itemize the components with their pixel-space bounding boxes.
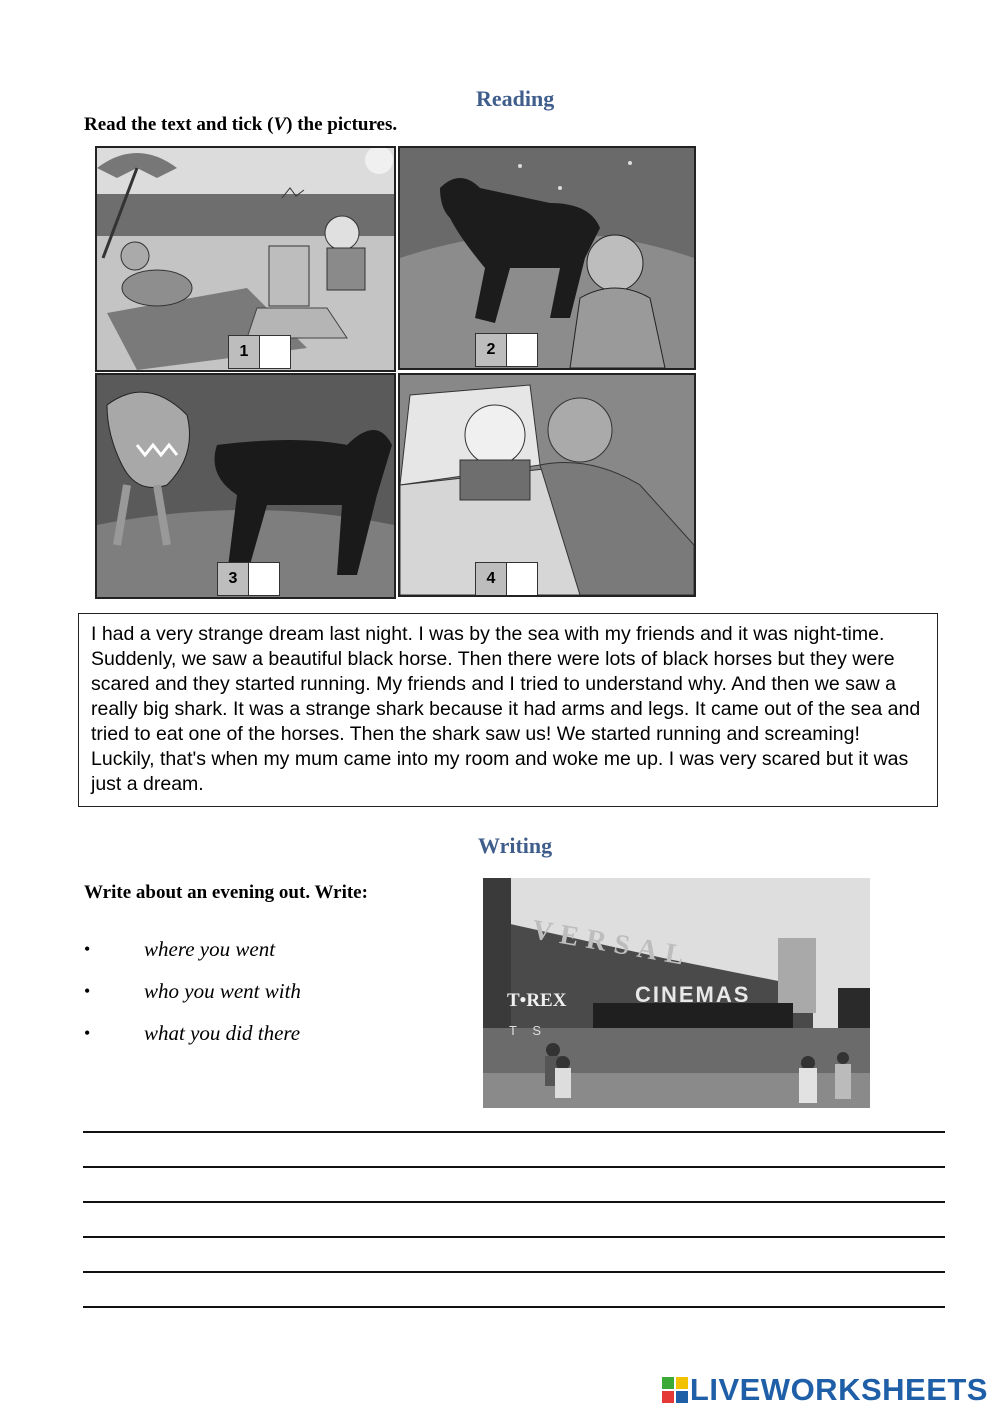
prompt-text: what you did there	[144, 1020, 301, 1045]
prompt-text: where you went	[144, 936, 276, 961]
picture-1-tick-input[interactable]	[260, 336, 290, 368]
list-item	[84, 970, 301, 1012]
liveworksheets-logo-icon	[662, 1377, 688, 1403]
writing-line-6[interactable]	[83, 1306, 945, 1308]
prompt-text: who you went with	[144, 978, 301, 1003]
picture-1	[95, 146, 396, 372]
sign-trex: T•REX	[507, 990, 567, 1011]
instruction-suffix: ) the pictures.	[286, 114, 398, 135]
picture-4-number: 4	[476, 563, 507, 595]
picture-1-tick-box	[228, 335, 291, 369]
reading-instruction	[84, 114, 397, 136]
liveworksheets-logo	[662, 1372, 988, 1408]
cinema-photo	[483, 878, 870, 1108]
picture-4-tick-box	[475, 562, 538, 596]
logo-text: LIVEWORKSHEETS	[689, 1372, 988, 1407]
writing-prompt-list	[84, 928, 301, 1054]
sign-ts: T S	[509, 1023, 547, 1038]
sign-cinemas: CINEMAS	[635, 982, 751, 1007]
picture-1-number: 1	[229, 336, 260, 368]
story-text: I had a very strange dream last night. I was by the sea with my friends and it was night-time. Suddenly, we saw a beautiful black horse. Then there were lots of black horses but they were scared and they started running. My friends and I tried to understand why. And then we saw a really big shark. It was a strange shark because it had arms and legs. It came out of the sea and tried to eat one of the horses. Then the shark saw us! We started running and screaming! Luckily, that's when my mum came into my room and woke me up. I was very scared but it was just a dream.	[91, 623, 921, 795]
reading-title: Reading	[476, 86, 555, 111]
bullet-symbol: •	[84, 980, 91, 1001]
picture-2-number: 2	[476, 334, 507, 366]
list-item	[84, 928, 301, 970]
picture-4-tick-input[interactable]	[507, 563, 537, 595]
writing-line-4[interactable]	[83, 1236, 945, 1238]
story-text-box	[78, 613, 938, 807]
tick-mark-symbol: V	[273, 114, 287, 135]
picture-3-tick-box	[217, 562, 280, 596]
writing-line-2[interactable]	[83, 1166, 945, 1168]
picture-2-tick-input[interactable]	[507, 334, 537, 366]
picture-2-tick-box	[475, 333, 538, 367]
writing-line-3[interactable]	[83, 1201, 945, 1203]
picture-3-tick-input[interactable]	[249, 563, 279, 595]
writing-line-5[interactable]	[83, 1271, 945, 1273]
boy-and-black-horse-at-night	[400, 148, 694, 368]
sign-universal: VERSAL	[529, 914, 695, 973]
bullet-symbol: •	[84, 938, 91, 959]
picture-4	[398, 373, 696, 597]
writing-instruction: Write about an evening out. Write:	[84, 882, 368, 903]
list-item	[84, 1012, 301, 1054]
instruction-prefix: Read the text and tick (	[84, 114, 274, 135]
writing-line-1[interactable]	[83, 1131, 945, 1133]
picture-3	[95, 373, 396, 599]
mum-waking-boy-in-bed	[400, 375, 694, 595]
picture-2	[398, 146, 696, 370]
writing-title: Writing	[478, 833, 553, 858]
picture-3-number: 3	[218, 563, 249, 595]
bullet-symbol: •	[84, 1022, 91, 1043]
